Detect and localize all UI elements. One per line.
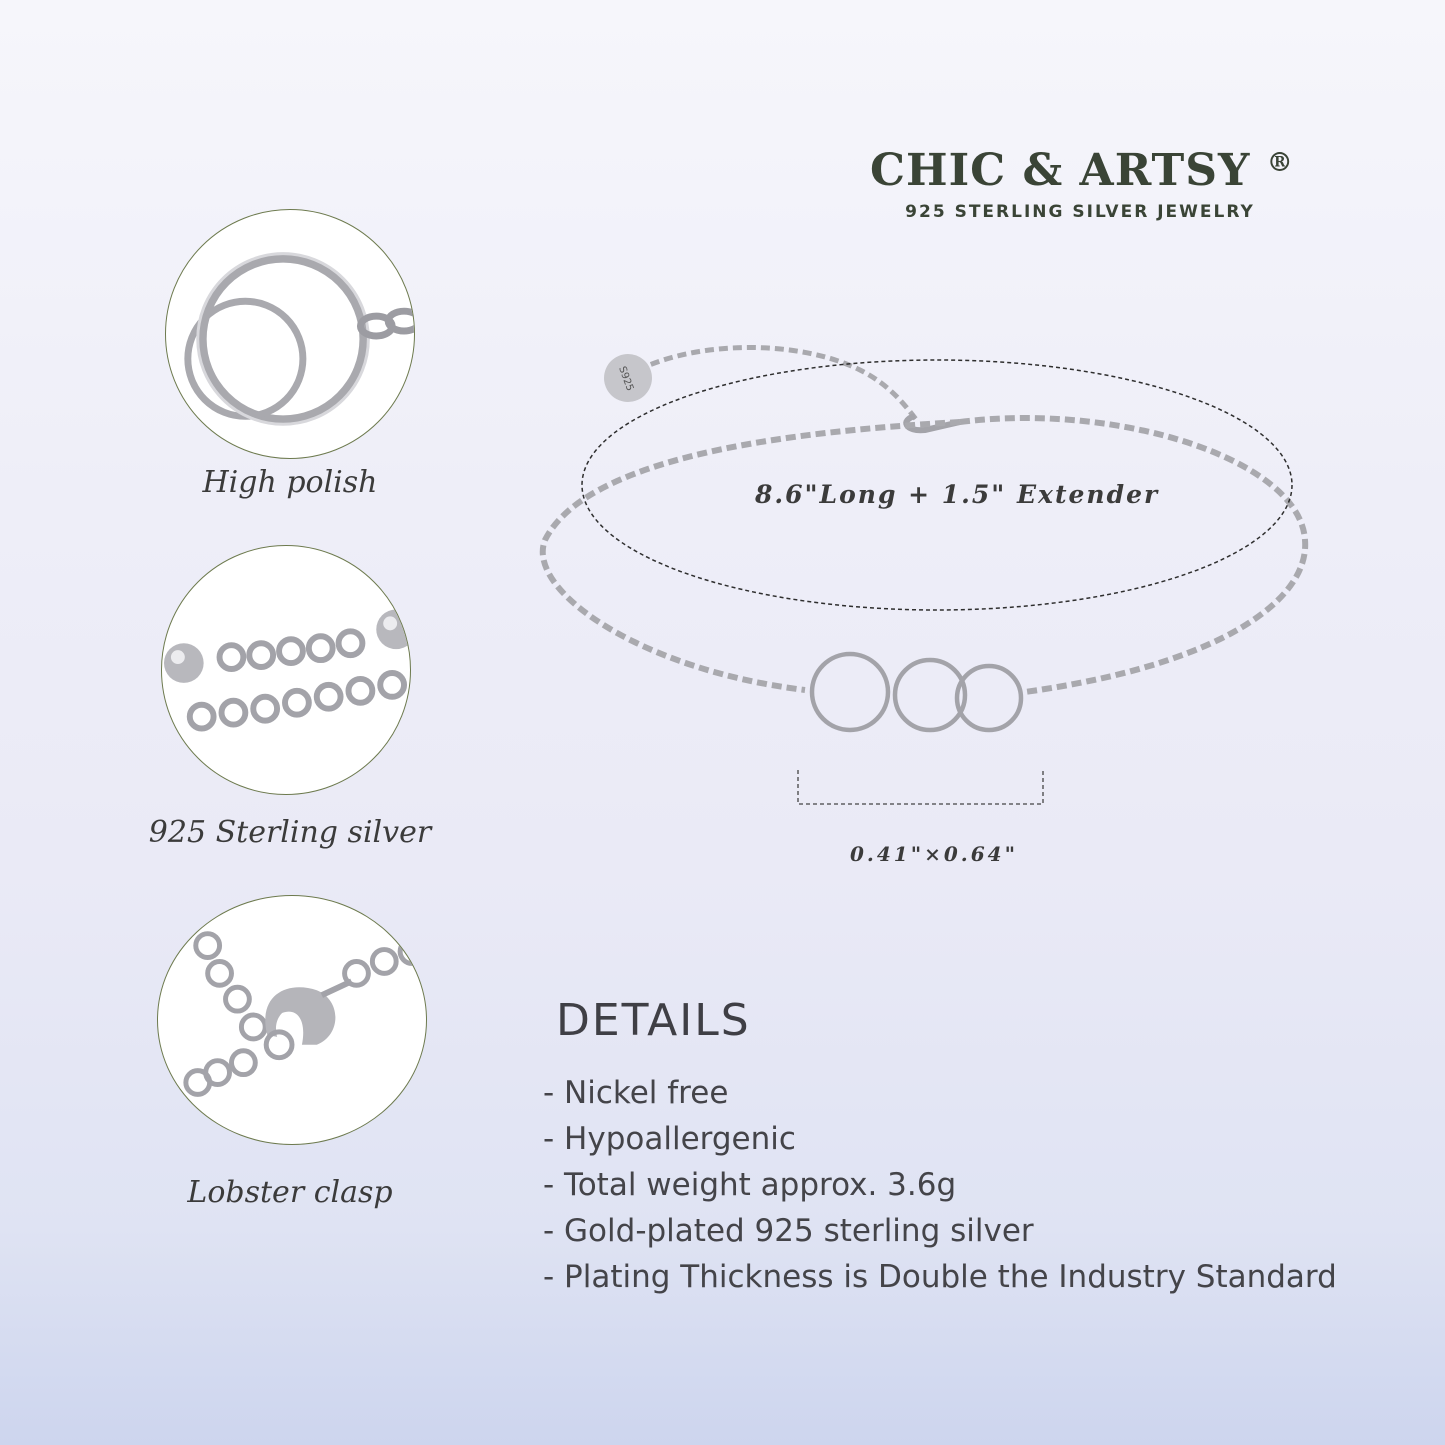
details-item-material: - Gold-plated 925 sterling silver [543, 1213, 1034, 1249]
sterling-silver-closeup [161, 545, 411, 795]
feature-label-lobster-clasp: Lobster clasp [187, 1175, 393, 1210]
bracelet-illustration [520, 330, 1330, 820]
details-list [543, 1070, 1337, 1300]
circle-pendant-icon [166, 210, 414, 458]
lobster-clasp-closeup [157, 895, 427, 1145]
pendant-size-label: 0.41"×0.64" [850, 842, 1019, 866]
chain-right [960, 418, 1305, 692]
registered-mark: ® [1266, 148, 1294, 178]
chain-left [543, 422, 960, 690]
feature-label-high-polish: High polish [202, 465, 378, 500]
brand-title [870, 145, 1294, 196]
lobster-clasp-icon [158, 896, 426, 1144]
pendant-dimension-bracket [798, 768, 1043, 804]
details-title: DETAILS [556, 995, 751, 1046]
pendant-circles [812, 654, 1021, 730]
brand-name: CHIC & ARTSY [870, 145, 1251, 196]
extender-chain [638, 348, 918, 423]
feature-label-sterling-silver: 925 Sterling silver [148, 815, 432, 850]
details-item-nickel-free: - Nickel free [543, 1075, 729, 1111]
brand-tagline: 925 STERLING SILVER JEWELRY [905, 202, 1255, 222]
high-polish-closeup [165, 209, 415, 459]
chain-icon [162, 546, 410, 794]
s925-tag-text: S925 [616, 365, 636, 393]
details-item-hypoallergenic: - Hypoallergenic [543, 1121, 796, 1157]
details-item-weight: - Total weight approx. 3.6g [543, 1167, 957, 1203]
length-label: 8.6"Long + 1.5" Extender [755, 480, 1160, 509]
details-item-plating: - Plating Thickness is Double the Industry Standard [543, 1259, 1337, 1295]
